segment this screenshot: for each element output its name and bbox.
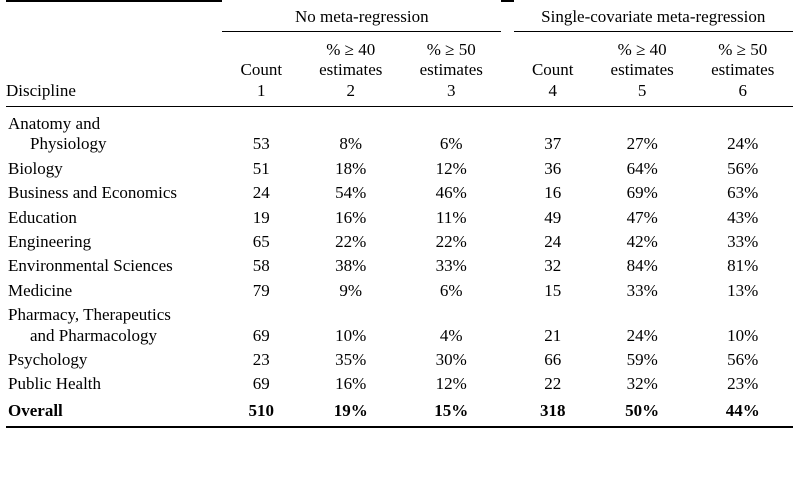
row-spacer [501,372,513,396]
row-value: 8% [300,107,401,157]
table-row [6,181,793,205]
row-value: 22 [544,374,562,394]
table-row [6,107,793,157]
table-row [6,303,793,348]
row-value: 13% [727,280,759,300]
row-discipline: Psychology [8,350,88,369]
header-spacer-left-2 [6,36,222,81]
column-number-5: 5 [637,81,647,101]
row-value: 44% [692,397,793,427]
row-value: 22% [335,232,367,252]
row-discipline: Anatomy and Physiology [6,107,222,157]
row-value: 16% [335,207,367,227]
row-value: 50% [592,397,693,427]
row-value: 19% [300,397,401,427]
row-discipline: Business and Economics [8,183,178,203]
row-value: 318 [514,397,592,427]
row-value: 24 [544,232,562,252]
row-value: 6% [401,107,502,157]
column-header-discipline: Discipline [6,81,76,101]
table-row [6,348,793,372]
table-body [6,107,793,428]
row-value: 510 [222,397,300,427]
row-spacer [501,107,513,157]
row-value: 27% [592,107,693,157]
row-spacer [501,157,513,181]
row-value: 24 [252,183,270,203]
row-value: 84% [626,256,658,276]
row-value: 42% [626,232,658,252]
header-spacer-left [6,1,222,36]
header-spacer-middle [501,1,513,36]
row-value: 12% [435,374,467,394]
row-value: 19 [252,207,270,227]
row-value: 15 [544,280,562,300]
row-value: 47% [626,207,658,227]
row-value: 9% [339,280,363,300]
row-discipline: Overall [6,397,222,427]
row-value: 56% [727,158,759,178]
row-value: 64% [626,158,658,178]
column-header-count-2: Count [531,60,574,80]
row-spacer [501,397,513,427]
row-value: 58 [252,256,270,276]
row-value: 66 [544,350,562,369]
row-spacer [501,303,513,348]
group-header-single-covariate: Single-covariate meta-regression [514,1,793,36]
row-value: 21 [544,325,562,345]
row-spacer [501,254,513,278]
row-value: 43% [727,207,759,227]
row-value: 23 [252,350,270,369]
row-spacer [501,230,513,254]
statistics-table [6,0,793,428]
row-discipline: Environmental Sciences [8,256,173,276]
table-row [6,372,793,396]
table-row [6,279,793,303]
row-value: 51 [252,158,270,178]
row-value: 23% [727,374,759,394]
row-value: 15% [401,397,502,427]
column-header-pct50-2: % ≥ 50 estimates [711,40,775,80]
row-value: 6% [439,280,463,300]
row-value: 46% [435,183,467,203]
column-number-6: 6 [738,81,747,101]
row-value: 63% [727,183,759,203]
row-value: 33% [435,256,467,276]
group-header-no-meta-regression: No meta-regression [222,1,501,36]
row-spacer [501,206,513,230]
table-header [6,1,793,107]
row-value: 11% [435,207,467,227]
row-spacer [501,348,513,372]
header-number-row [6,81,793,107]
header-group-row [6,1,793,36]
row-discipline: Medicine [8,280,73,300]
row-spacer [501,181,513,205]
row-discipline: Biology [8,158,63,178]
column-number-4: 4 [548,81,557,101]
row-spacer [501,279,513,303]
row-value: 36 [544,158,562,178]
row-value: 4% [439,325,463,345]
table-row [6,206,793,230]
row-value: 22% [435,232,467,252]
row-value: 12% [435,158,467,178]
row-value: 24% [692,107,793,157]
row-value: 69 [252,325,270,345]
row-value: 65 [252,232,270,252]
row-value: 38% [335,256,367,276]
row-value: 56% [727,350,759,369]
table-row [6,157,793,181]
column-header-count-1: Count [240,60,283,80]
row-value: 32% [626,374,658,394]
column-header-pct40-2: % ≥ 40 estimates [610,40,674,80]
row-value: 33% [727,232,759,252]
row-value: 37 [514,107,592,157]
row-value: 24% [626,325,658,345]
column-header-pct50-1: % ≥ 50 estimates [419,40,483,80]
row-value: 33% [626,280,658,300]
header-spacer-middle-3 [501,81,513,107]
row-discipline: Education [8,207,77,227]
row-value: 32 [544,256,562,276]
row-value: 79 [252,280,270,300]
row-value: 10% [727,325,759,345]
column-number-3: 3 [446,81,456,101]
row-discipline: Pharmacy, Therapeutics and Pharmacology [8,305,171,345]
row-value: 69% [626,183,658,203]
table-row-overall [6,397,793,427]
row-value: 59% [626,350,658,369]
row-value: 81% [727,256,759,276]
column-header-pct40-1: % ≥ 40 estimates [319,40,383,80]
row-value: 54% [335,183,367,203]
header-spacer-middle-2 [501,36,513,81]
row-discipline: Public Health [8,374,102,394]
row-value: 18% [335,158,367,178]
column-number-2: 2 [346,81,355,101]
table-row [6,230,793,254]
column-number-1: 1 [257,81,266,101]
row-value: 30% [435,350,467,369]
row-value: 53 [222,107,300,157]
row-value: 49 [544,207,562,227]
row-discipline: Engineering [8,232,92,252]
row-value: 16 [544,183,562,203]
header-label-row [6,36,793,81]
row-value: 10% [335,325,367,345]
table-row [6,254,793,278]
row-value: 69 [252,374,270,394]
row-value: 35% [335,350,367,369]
row-value: 16% [335,374,367,394]
